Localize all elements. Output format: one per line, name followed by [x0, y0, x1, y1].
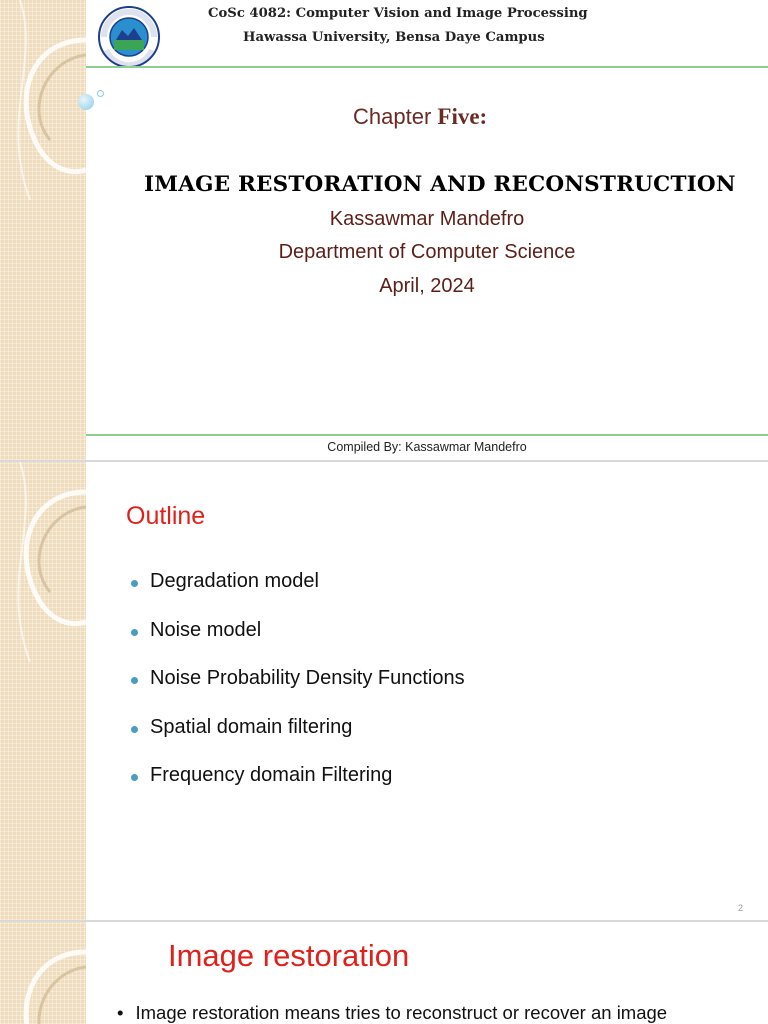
- list-item: [131, 667, 465, 716]
- department-name: Department of Computer Science: [278, 241, 576, 263]
- body-bullet: [117, 1002, 667, 1024]
- decorative-side-band: [0, 462, 86, 920]
- list-item: [131, 764, 465, 813]
- bullet-icon: [131, 580, 138, 587]
- compiled-by-footer: Compiled By: Kassawmar Mandefro: [327, 440, 527, 454]
- header-rule: [86, 66, 768, 68]
- chapter-label: Chapter: [353, 104, 432, 129]
- swirl-decoration: [0, 462, 86, 920]
- list-item-text: Noise Probability Density Functions: [150, 667, 465, 689]
- bubble-decoration-small: [97, 90, 104, 97]
- slide-title: [0, 0, 768, 460]
- university-logo: [92, 6, 166, 68]
- bullet-marker: •: [117, 1002, 124, 1023]
- decorative-side-band: [0, 922, 86, 1024]
- chapter-number: Five:: [437, 104, 488, 129]
- list-item: [131, 716, 465, 765]
- section-title: Image restoration: [168, 938, 410, 973]
- author-name: Kassawmar Mandefro: [329, 208, 525, 230]
- slide-image-restoration: [0, 922, 768, 1024]
- decorative-side-band: [0, 0, 86, 460]
- university-header: Hawassa University, Bensa Daye Campus: [243, 30, 545, 45]
- lecture-title: IMAGE RESTORATION AND RECONSTRUCTION: [144, 172, 736, 197]
- list-item-text: Frequency domain Filtering: [150, 764, 393, 786]
- bullet-icon: [131, 629, 138, 636]
- bullet-icon: [131, 774, 138, 781]
- chapter-heading: [353, 104, 487, 130]
- list-item-text: Noise model: [150, 618, 262, 641]
- body-bullet-text: Image restoration means tries to reconstruct or recover an image: [135, 1002, 668, 1023]
- lecture-date: April, 2024: [379, 275, 475, 297]
- bubble-decoration: [78, 94, 94, 110]
- list-item: [131, 619, 465, 668]
- swirl-decoration: [0, 0, 86, 460]
- outline-title: Outline: [126, 502, 206, 530]
- swirl-decoration: [0, 922, 86, 1024]
- outline-list: [131, 570, 465, 813]
- course-header: CoSc 4082: Computer Vision and Image Processing: [208, 6, 588, 21]
- footer-rule: [86, 434, 768, 436]
- page-number: 2: [738, 903, 744, 913]
- list-item-text: Spatial domain filtering: [150, 715, 353, 738]
- bullet-icon: [131, 677, 138, 684]
- bullet-icon: [131, 726, 138, 733]
- list-item-text: Degradation model: [150, 570, 319, 592]
- slide-outline: [0, 462, 768, 920]
- list-item: [131, 570, 465, 619]
